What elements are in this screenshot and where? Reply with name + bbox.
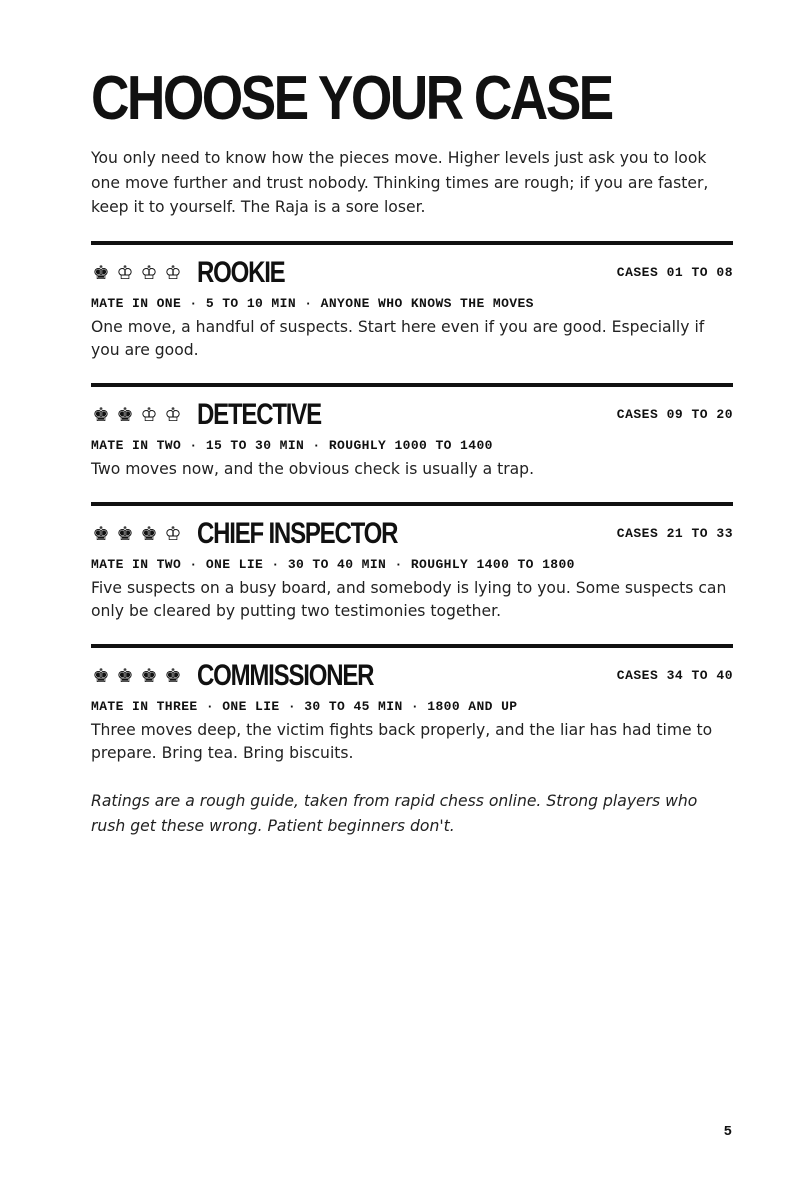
level-name: COMMISSIONER [197,658,374,692]
page-number: 5 [723,1124,732,1140]
level-rookie [91,241,733,362]
king-icon: ♚ [92,664,110,687]
king-icon: ♚ [116,403,134,426]
level-chief-inspector [91,502,733,623]
level-name: ROOKIE [197,255,285,289]
king-icon: ♔ [140,403,158,426]
difficulty-rating [91,524,183,544]
king-icon: ♚ [116,522,134,545]
level-title-group [91,256,306,290]
king-icon: ♚ [164,664,182,687]
level-commissioner [91,644,733,765]
king-icon: ♚ [140,522,158,545]
king-icon: ♔ [164,403,182,426]
king-icon: ♔ [164,522,182,545]
ratings-footnote: Ratings are a rough guide, taken from rapid chess online. Strong players who rush get these wrong. Patient beginners don't. [91,791,698,835]
level-detective [91,383,733,481]
king-icon: ♔ [164,261,182,284]
level-header [91,256,733,290]
level-header [91,517,733,551]
case-range: CASES 09 TO 20 [616,407,733,422]
case-range: CASES 21 TO 33 [616,526,733,541]
king-icon: ♔ [116,261,134,284]
king-icon: ♔ [140,261,158,284]
level-name: CHIEF INSPECTOR [197,516,398,550]
king-icon: ♚ [92,522,110,545]
level-description: One move, a handful of suspects. Start here even if you are good. Especially if you are good. [91,317,705,359]
level-meta: MATE IN TWO · 15 TO 30 MIN · ROUGHLY 1000 TO 1400 [91,437,493,453]
level-meta: MATE IN TWO · ONE LIE · 30 TO 40 MIN · ROUGHLY 1400 TO 1800 [91,556,575,572]
level-title-group [91,398,352,432]
king-icon: ♚ [116,664,134,687]
level-description: Three moves deep, the victim fights back properly, and the liar has had time to prepare. Bring tea. Bring biscuits. [91,720,713,762]
level-name: DETECTIVE [197,397,321,431]
case-range: CASES 01 TO 08 [616,265,733,280]
level-description: Five suspects on a busy board, and somebody is lying to you. Some suspects can only be cleared by putting two testimonies together. [91,578,727,620]
level-header [91,659,733,693]
king-icon: ♚ [140,664,158,687]
king-icon: ♚ [92,261,110,284]
level-title-group [91,659,417,693]
level-title-group [91,517,447,551]
level-meta: MATE IN ONE · 5 TO 10 MIN · ANYONE WHO KNOWS THE MOVES [91,295,534,311]
difficulty-rating [91,666,183,686]
king-icon: ♚ [92,403,110,426]
case-range: CASES 34 TO 40 [616,668,733,683]
difficulty-rating [91,263,183,283]
difficulty-rating [91,405,183,425]
intro-text: You only need to know how the pieces move. Higher levels just ask you to look one move further and trust nobody. Thinking times are rough; if you are faster, keep it to yourself. The Raja is a sore loser. [91,149,709,216]
level-header [91,398,733,432]
level-meta: MATE IN THREE · ONE LIE · 30 TO 45 MIN · 1800 AND UP [91,698,518,714]
level-description: Two moves now, and the obvious check is usually a trap. [91,459,535,478]
page-content [91,66,733,839]
page-title: CHOOSE YOUR CASE [91,64,612,133]
